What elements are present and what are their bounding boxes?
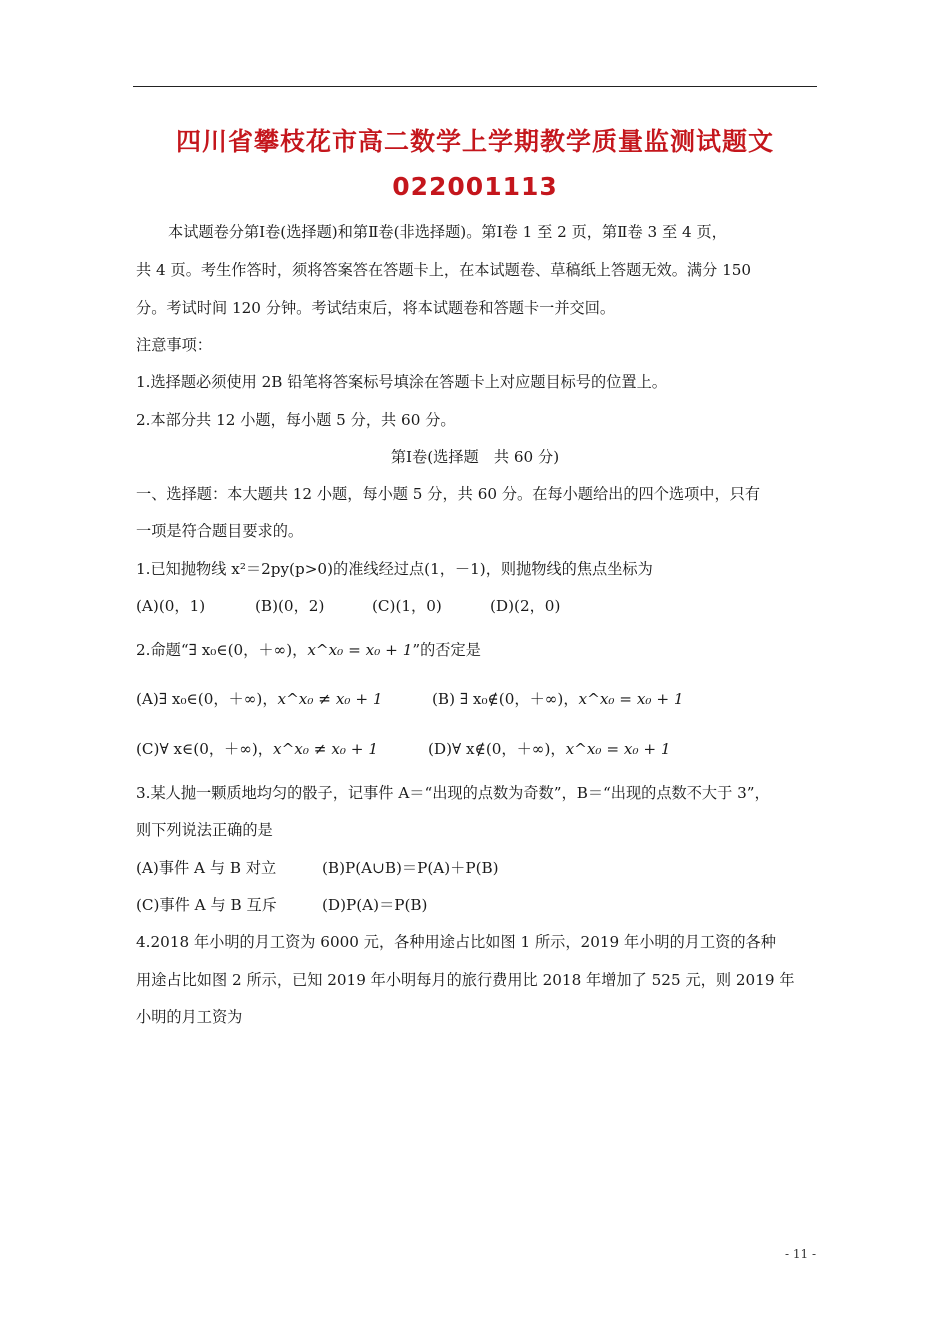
- q2-option-b-formula: x^x₀ = x₀ + 1: [578, 690, 684, 708]
- q3-stem-2: 则下列说法正确的是: [136, 821, 273, 839]
- q3-stem-1: 3.某人抛一颗质地均匀的骰子，记事件 A＝“出现的点数为奇数”，B＝“出现的点数不大于 3”，: [136, 784, 770, 802]
- section-desc-1: 一、选择题：本大题共 12 小题，每小题 5 分，共 60 分。在每小题给出的四个选项中，只有: [136, 485, 761, 503]
- q1-stem: 1.已知抛物线 x²＝2py(p>0)的准线经过点(1，－1)，则抛物线的焦点坐标为: [136, 560, 653, 578]
- note-item-1: 1.选择题必须使用 2B 铅笔将答案标号填涂在答题卡上对应题目标号的位置上。: [136, 373, 667, 391]
- q1-option-c: (C)(1，0): [372, 597, 442, 615]
- q2-option-a-formula: x^x₀ ≠ x₀ + 1: [277, 690, 383, 708]
- note-item-2: 2.本部分共 12 小题，每小题 5 分，共 60 分。: [136, 411, 456, 429]
- q3-option-b: (B)P(A∪B)＝P(A)＋P(B): [322, 859, 499, 877]
- q2-option-d: (D)∀ x∉(0，＋∞)，x^x₀ = x₀ + 1: [428, 740, 671, 758]
- q1-option-b: (B)(0，2): [255, 597, 325, 615]
- intro-line-2: 共 4 页。考生作答时，须将答案答在答题卡上，在本试题卷、草稿纸上答题无效。满分 150: [136, 261, 752, 279]
- q3-option-c: (C)事件 A 与 B 互斥: [136, 896, 277, 914]
- q1-option-d: (D)(2，0): [490, 597, 561, 615]
- q2-option-c: (C)∀ x∈(0，＋∞)，x^x₀ ≠ x₀ + 1: [136, 740, 379, 758]
- q2-stem-post: ”的否定是: [412, 641, 481, 659]
- section-desc-2: 一项是符合题目要求的。: [136, 522, 304, 540]
- q4-stem-3: 小明的月工资为: [136, 1008, 243, 1026]
- document-title: 四川省攀枝花市高二数学上学期教学质量监测试题文: [175, 127, 774, 156]
- q2-option-d-formula: x^x₀ = x₀ + 1: [565, 740, 671, 758]
- q4-stem-2: 用途占比如图 2 所示，已知 2019 年小明每月的旅行费用比 2018 年增加了 525 元，则 2019 年: [136, 971, 795, 989]
- header-rule: [133, 86, 817, 87]
- intro-line-1: 本试题卷分第Ⅰ卷(选择题)和第Ⅱ卷(非选择题)。第Ⅰ卷 1 至 2 页，第Ⅱ卷 3 至 4 页，: [168, 223, 727, 241]
- q2-option-c-formula: x^x₀ ≠ x₀ + 1: [273, 740, 379, 758]
- q3-option-a: (A)事件 A 与 B 对立: [136, 859, 277, 877]
- section-title: 第Ⅰ卷(选择题 共 60 分): [390, 448, 560, 466]
- q2-option-a: (A)∃ x₀∈(0，＋∞)，x^x₀ ≠ x₀ + 1: [136, 690, 383, 708]
- notes-heading: 注意事项：: [136, 336, 212, 354]
- q2-option-b: (B) ∃ x₀∉(0，＋∞)，x^x₀ = x₀ + 1: [432, 690, 684, 708]
- q3-option-d: (D)P(A)＝P(B): [322, 896, 428, 914]
- q2-stem-formula: x^x₀ = x₀ + 1: [307, 641, 413, 659]
- q1-option-a: (A)(0，1): [136, 597, 206, 615]
- q2-stem-pre: 2.命题“∃ x₀∈(0，＋∞)，: [136, 641, 308, 659]
- q2-stem: [136, 639, 818, 661]
- page-number: - 11 -: [784, 1247, 816, 1261]
- q4-stem-1: 4.2018 年小明的月工资为 6000 元，各种用途占比如图 1 所示，2019 年小明的月工资的各种: [136, 933, 776, 951]
- document-code: 022001113: [392, 172, 558, 201]
- intro-line-3: 分。考试时间 120 分钟。考试结束后，将本试题卷和答题卡一并交回。: [136, 299, 616, 317]
